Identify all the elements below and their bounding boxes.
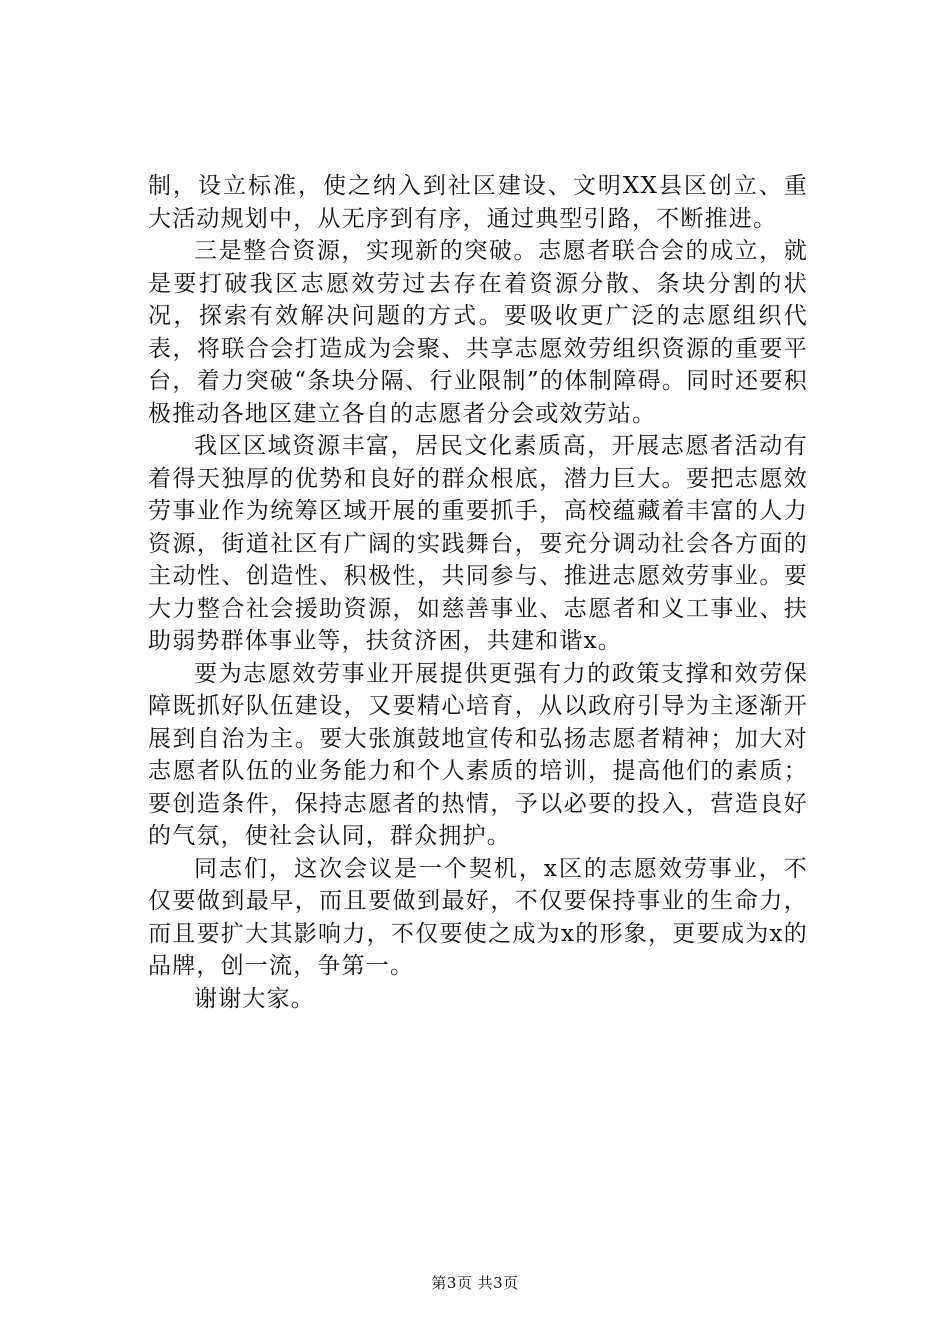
paragraph-thanks: 谢谢大家。 — [194, 985, 315, 1012]
paragraph-policy-support: 要为志愿效劳事业开展提供更强有力的政策支撑和效劳保障既抓好队伍建设，又要精心培育，从以政府引导为主逐渐开展到自治为主。要大张旗鼓地宣传和弘扬志愿者精神；加大对志愿者队伍的业务能力和个人素质的培训，提高他们的素质；要创造条件，保持志愿者的热情，予以必要的投入，营造良好的气氛，使社会认同，群众拥护。 — [148, 660, 808, 849]
paragraph-regional-resources: 我区区域资源丰富，居民文化素质高，开展志愿者活动有着得天独厚的优势和良好的群众根底，潜力巨大。要把志愿效劳事业作为统筹区域开展的重要抓手，高校蕴藏着丰富的人力资源，街道社区有广阔的实践舞台，要充分调动社会各方面的主动性、创造性、积极性，共同参与、推进志愿效劳事业。要大力整合社会援助资源，如慈善事业、志愿者和义工事业、扶助弱势群体事业等，扶贫济困，共建和谐x。 — [148, 433, 808, 654]
paragraph-comrades: 同志们，这次会议是一个契机，x区的志愿效劳事业，不仅要做到最早，而且要做到最好，不仅要保持事业的生命力，而且要扩大其影响力，不仅要使之成为x的形象，更要成为x的品牌，创一流，争第一。 — [148, 855, 808, 979]
document-body — [148, 170, 808, 1015]
page-number: 第3页 共3页 — [431, 1274, 519, 1292]
page-footer — [0, 1272, 950, 1293]
paragraph-integrate-resources: 三是整合资源，实现新的突破。志愿者联合会的成立，就是要打破我区志愿效劳过去存在着资源分散、条块分割的状况，探索有效解决问题的方式。要吸收更广泛的志愿组织代表，将联合会打造成为会聚、共享志愿效劳组织资源的重要平台，着力突破“条块分隔、行业限制”的体制障碍。同时还要积极推动各地区建立各自的志愿者分会或效劳站。 — [148, 238, 808, 427]
paragraph-continued: 制，设立标准，使之纳入到社区建设、文明XX县区创立、重大活动规划中，从无序到有序，通过典型引路，不断推进。 — [148, 173, 808, 232]
